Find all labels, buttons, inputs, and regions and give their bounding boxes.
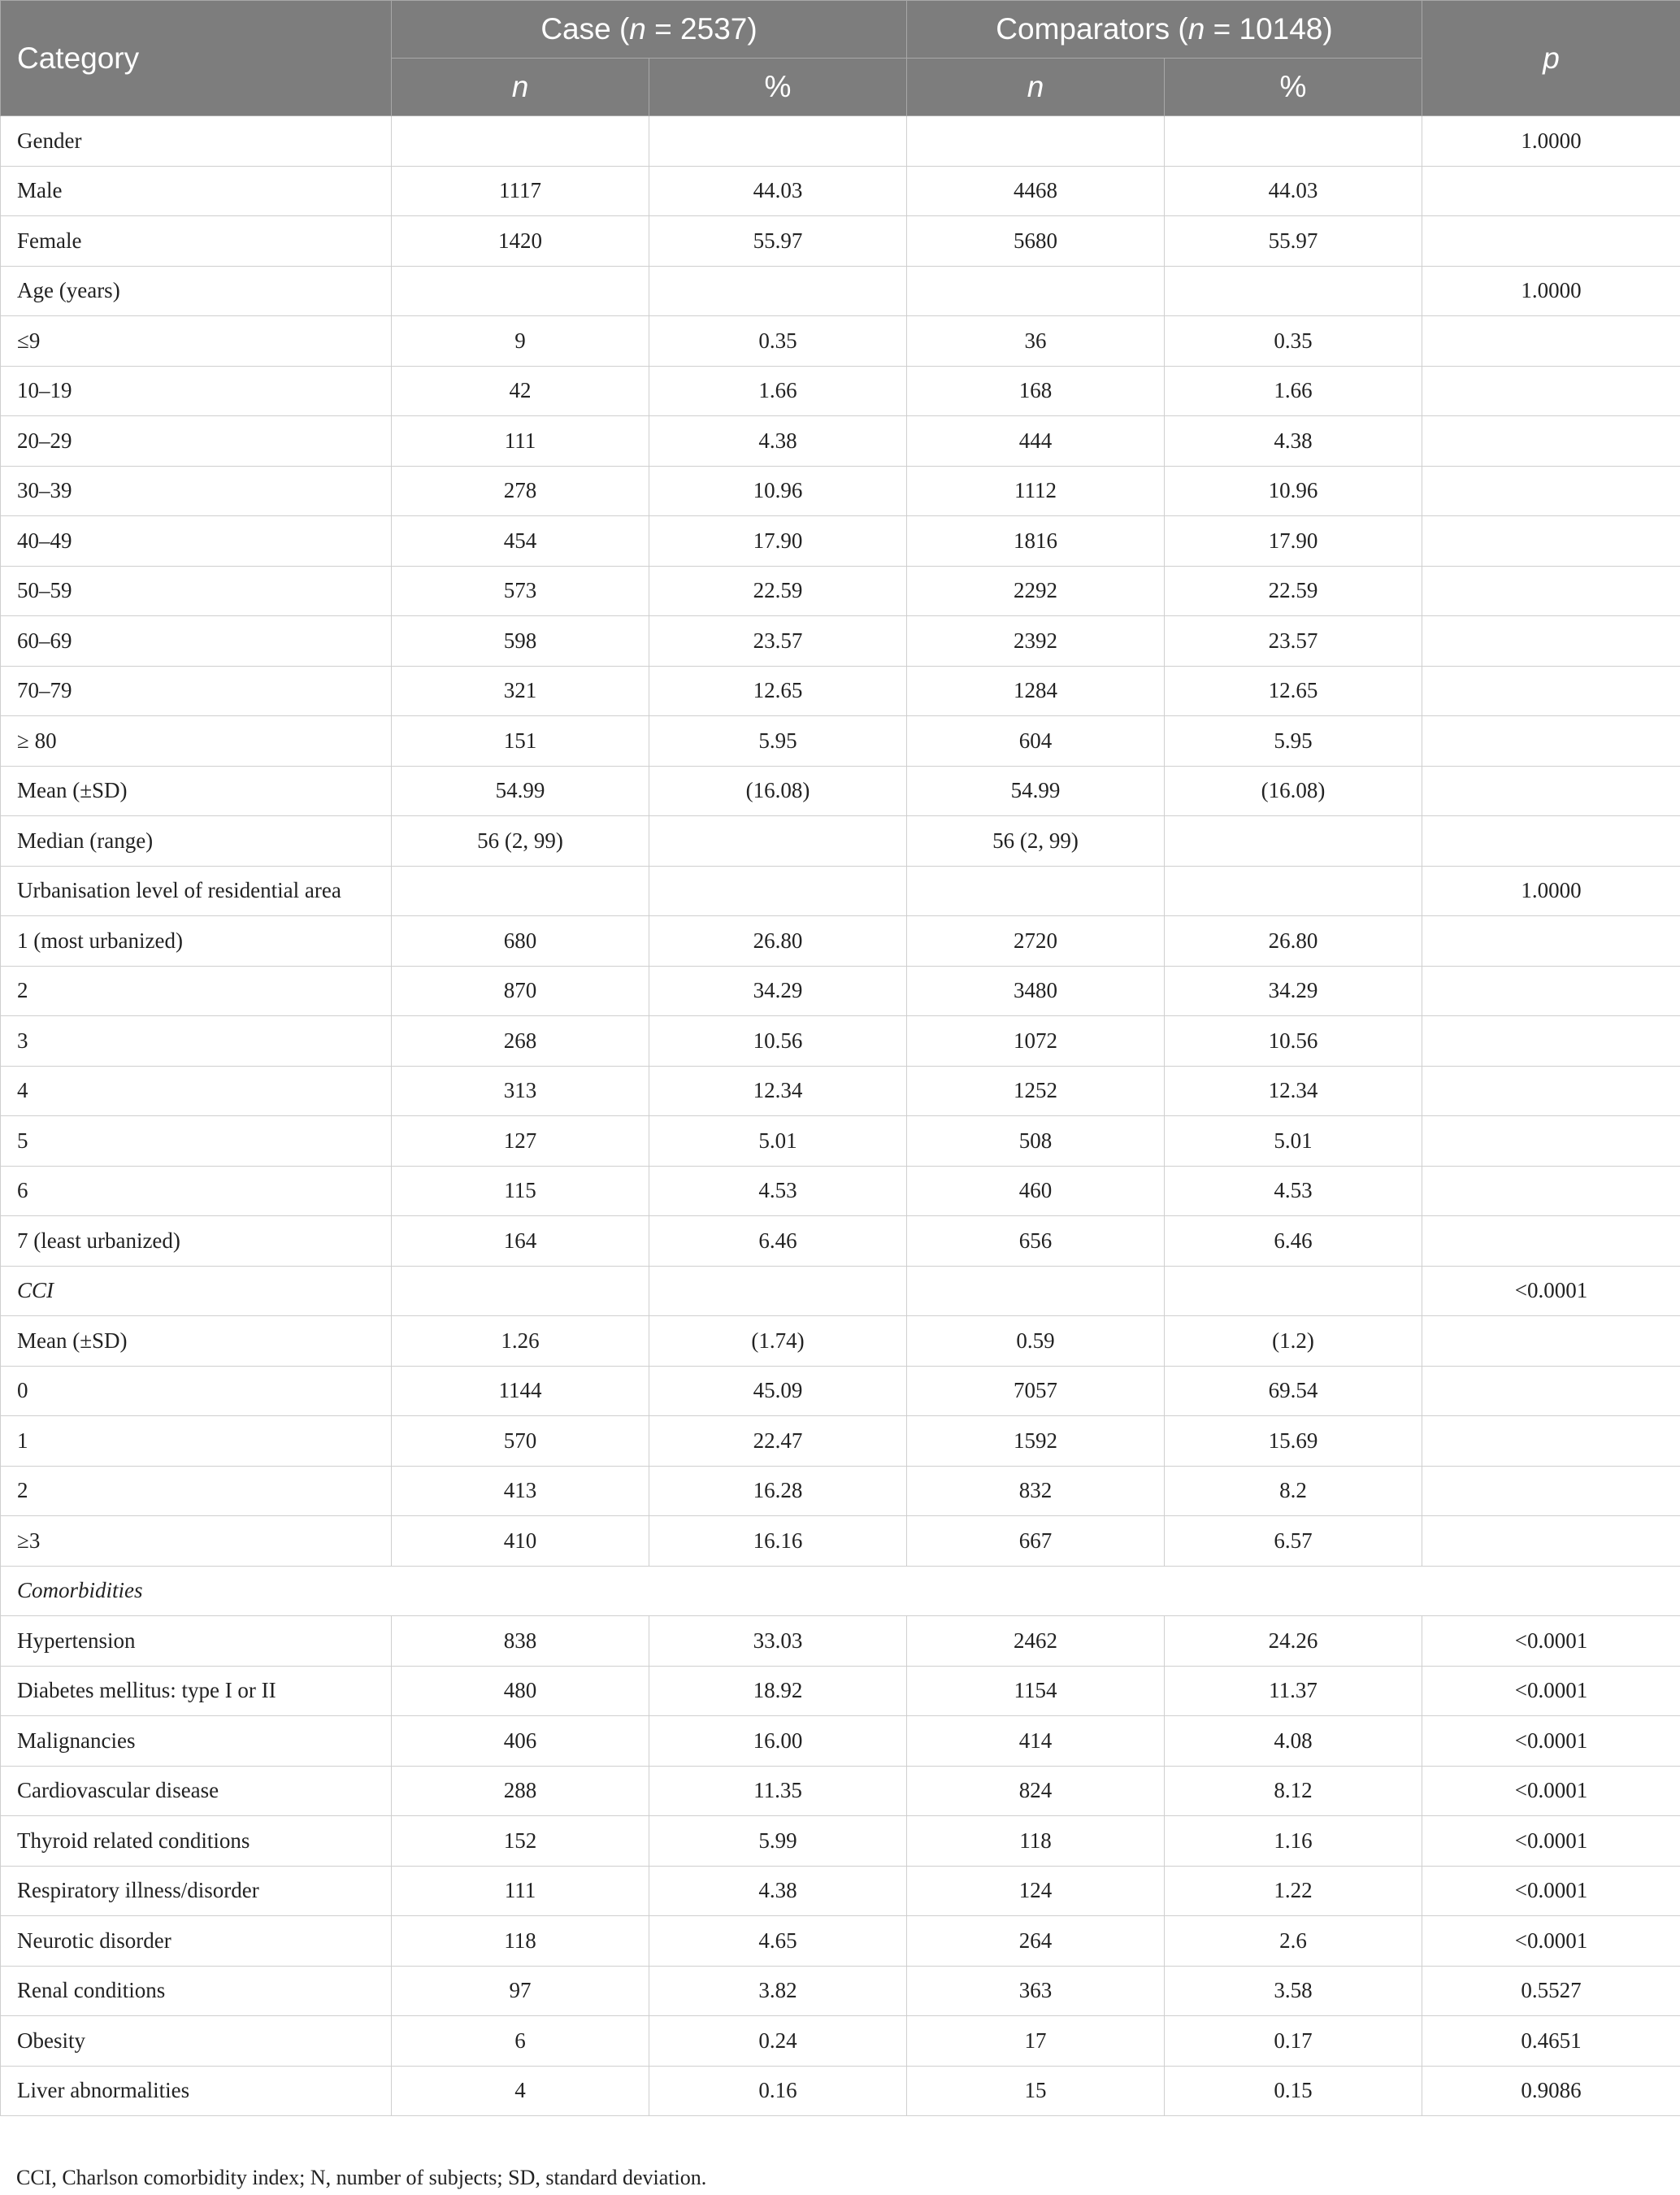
p-value-cell: <0.0001 (1422, 1866, 1680, 1916)
comparator-n-cell (907, 1266, 1165, 1316)
p-value-cell (1422, 716, 1680, 767)
p-value-cell: <0.0001 (1422, 1916, 1680, 1967)
row-category: ≥ 80 (1, 716, 392, 767)
case-pct-cell: 17.90 (649, 516, 907, 567)
p-value-cell (1422, 566, 1680, 616)
comparator-pct-cell: 6.46 (1165, 1216, 1422, 1267)
case-n-cell (392, 1266, 649, 1316)
case-n-cell: 127 (392, 1116, 649, 1167)
comparator-pct-cell: 1.22 (1165, 1866, 1422, 1916)
p-value-cell (1422, 316, 1680, 367)
case-n-cell (392, 116, 649, 167)
comparator-pct-cell: 22.59 (1165, 566, 1422, 616)
case-n-cell: 288 (392, 1766, 649, 1816)
case-n-cell: 1420 (392, 216, 649, 267)
comparator-pct-cell: 24.26 (1165, 1616, 1422, 1667)
case-n-cell: 1144 (392, 1366, 649, 1416)
subheader-case-pct: % (649, 59, 907, 116)
comparator-n-cell: 4468 (907, 166, 1165, 216)
case-n-cell: 454 (392, 516, 649, 567)
comparator-n-cell: 17 (907, 2016, 1165, 2067)
comparator-pct-cell: 4.38 (1165, 416, 1422, 467)
comparator-pct-cell (1165, 116, 1422, 167)
table-row (1, 1016, 1680, 1067)
case-n-cell: 9 (392, 316, 649, 367)
comparator-pct-cell: (1.2) (1165, 1316, 1422, 1367)
p-value-cell (1422, 666, 1680, 716)
row-category: Malignancies (1, 1716, 392, 1767)
comparator-n-cell: 2720 (907, 916, 1165, 967)
table-row (1, 516, 1680, 567)
table-row (1, 166, 1680, 216)
table-row (1, 216, 1680, 267)
comparator-n-cell: 264 (907, 1916, 1165, 1967)
comparator-pct-cell: 69.54 (1165, 1366, 1422, 1416)
table-header (1, 1, 1680, 116)
case-pct-cell: 10.96 (649, 466, 907, 516)
case-n-cell: 480 (392, 1666, 649, 1716)
p-value-cell (1422, 216, 1680, 267)
subheader-case-n (392, 59, 649, 116)
case-pct-cell: 11.35 (649, 1766, 907, 1816)
table-row (1, 1566, 1680, 1616)
case-pct-cell: 0.35 (649, 316, 907, 367)
table-row (1, 1616, 1680, 1667)
row-category: Obesity (1, 2016, 392, 2067)
case-pct-cell: 4.38 (649, 416, 907, 467)
p-value-cell (1422, 416, 1680, 467)
header-case-suffix: = 2537) (645, 12, 758, 46)
comparator-pct-cell: 23.57 (1165, 616, 1422, 667)
comparator-n-cell: 460 (907, 1166, 1165, 1216)
table-row (1, 1166, 1680, 1216)
table-row (1, 2066, 1680, 2116)
p-value-cell (1422, 516, 1680, 567)
case-pct-cell: 5.01 (649, 1116, 907, 1167)
comparator-pct-cell: 3.58 (1165, 1966, 1422, 2016)
table-row (1, 1366, 1680, 1416)
header-case (392, 1, 907, 59)
p-value-cell (1422, 366, 1680, 416)
comparator-pct-cell: 0.35 (1165, 316, 1422, 367)
header-p (1422, 1, 1680, 116)
row-category: Mean (±SD) (1, 1316, 392, 1367)
comparator-n-cell: 414 (907, 1716, 1165, 1767)
p-value-cell (1422, 466, 1680, 516)
row-category: Gender (1, 116, 392, 167)
comparator-pct-cell: 11.37 (1165, 1666, 1422, 1716)
case-pct-cell (649, 266, 907, 316)
table-row (1, 1766, 1680, 1816)
row-category: Hypertension (1, 1616, 392, 1667)
comparator-pct-cell: 4.53 (1165, 1166, 1422, 1216)
comparator-pct-cell: 0.15 (1165, 2066, 1422, 2116)
case-n-cell: 313 (392, 1066, 649, 1116)
row-category: Urbanisation level of residential area (1, 866, 392, 916)
row-category: Comorbidities (1, 1566, 1680, 1616)
comparator-pct-cell: 55.97 (1165, 216, 1422, 267)
subheader-comp-pct: % (1165, 59, 1422, 116)
row-category: 7 (least urbanized) (1, 1216, 392, 1267)
comparator-pct-cell: 6.57 (1165, 1516, 1422, 1567)
case-n-cell: 598 (392, 616, 649, 667)
case-pct-cell: 33.03 (649, 1616, 907, 1667)
comparator-n-cell: 15 (907, 2066, 1165, 2116)
comparator-n-cell: 444 (907, 416, 1165, 467)
comparator-n-cell: 5680 (907, 216, 1165, 267)
case-pct-cell: 22.47 (649, 1416, 907, 1467)
comparator-n-cell: 7057 (907, 1366, 1165, 1416)
comparator-n-cell: 124 (907, 1866, 1165, 1916)
subheader-comp-n-label: n (1027, 70, 1044, 103)
case-n-cell: 870 (392, 966, 649, 1016)
case-pct-cell (649, 816, 907, 867)
p-value-cell (1422, 1466, 1680, 1516)
p-value-cell: <0.0001 (1422, 1266, 1680, 1316)
comparator-pct-cell: 0.17 (1165, 2016, 1422, 2067)
comparator-n-cell: 824 (907, 1766, 1165, 1816)
comparator-n-cell: 832 (907, 1466, 1165, 1516)
comparator-n-cell: 168 (907, 366, 1165, 416)
comparator-n-cell (907, 266, 1165, 316)
subheader-case-n-label: n (511, 70, 529, 103)
case-pct-cell: 16.28 (649, 1466, 907, 1516)
row-category: 4 (1, 1066, 392, 1116)
row-category: 70–79 (1, 666, 392, 716)
case-n-cell: 410 (392, 1516, 649, 1567)
p-value-cell: <0.0001 (1422, 1816, 1680, 1867)
p-value-cell: 0.9086 (1422, 2066, 1680, 2116)
case-n-cell: 56 (2, 99) (392, 816, 649, 867)
p-value-cell (1422, 966, 1680, 1016)
comparator-pct-cell: 4.08 (1165, 1716, 1422, 1767)
p-value-cell (1422, 1416, 1680, 1467)
table-row (1, 316, 1680, 367)
comparator-pct-cell: 34.29 (1165, 966, 1422, 1016)
p-value-cell: 0.4651 (1422, 2016, 1680, 2067)
comparator-pct-cell: 1.66 (1165, 366, 1422, 416)
table-row (1, 1666, 1680, 1716)
case-n-cell: 321 (392, 666, 649, 716)
comparator-pct-cell: 44.03 (1165, 166, 1422, 216)
p-value-cell (1422, 1066, 1680, 1116)
table-row (1, 616, 1680, 667)
comparator-n-cell (907, 116, 1165, 167)
row-category: Mean (±SD) (1, 766, 392, 816)
row-category: Neurotic disorder (1, 1916, 392, 1967)
case-n-cell: 4 (392, 2066, 649, 2116)
table-row (1, 466, 1680, 516)
case-n-cell: 573 (392, 566, 649, 616)
case-n-cell: 97 (392, 1966, 649, 2016)
p-value-cell (1422, 1316, 1680, 1367)
comparator-n-cell: 3480 (907, 966, 1165, 1016)
case-pct-cell: 3.82 (649, 1966, 907, 2016)
comparator-n-cell: 508 (907, 1116, 1165, 1167)
case-n-cell: 1.26 (392, 1316, 649, 1367)
comparator-n-cell: 56 (2, 99) (907, 816, 1165, 867)
case-n-cell: 164 (392, 1216, 649, 1267)
case-pct-cell: 4.53 (649, 1166, 907, 1216)
row-category: 30–39 (1, 466, 392, 516)
table-row (1, 1266, 1680, 1316)
table-row (1, 816, 1680, 867)
p-value-cell (1422, 816, 1680, 867)
table-row (1, 2016, 1680, 2067)
case-pct-cell: 16.00 (649, 1716, 907, 1767)
case-n-cell: 111 (392, 416, 649, 467)
comparator-pct-cell: (16.08) (1165, 766, 1422, 816)
case-pct-cell: 16.16 (649, 1516, 907, 1567)
p-value-cell (1422, 166, 1680, 216)
p-value-cell: 1.0000 (1422, 866, 1680, 916)
row-category: Median (range) (1, 816, 392, 867)
case-pct-cell: 45.09 (649, 1366, 907, 1416)
case-pct-cell: (16.08) (649, 766, 907, 816)
comparator-n-cell: 1154 (907, 1666, 1165, 1716)
row-category: 6 (1, 1166, 392, 1216)
case-pct-cell: 12.34 (649, 1066, 907, 1116)
row-category: 20–29 (1, 416, 392, 467)
header-case-prefix: Case ( (540, 12, 630, 46)
row-category: 0 (1, 1366, 392, 1416)
row-category: 2 (1, 1466, 392, 1516)
comparator-n-cell: 667 (907, 1516, 1165, 1567)
table-body (1, 116, 1680, 2116)
comparator-pct-cell: 17.90 (1165, 516, 1422, 567)
row-category: 1 (1, 1416, 392, 1467)
comparator-pct-cell: 26.80 (1165, 916, 1422, 967)
comparator-n-cell: 363 (907, 1966, 1165, 2016)
case-pct-cell: 1.66 (649, 366, 907, 416)
comparator-n-cell: 2292 (907, 566, 1165, 616)
row-category: Liver abnormalities (1, 2066, 392, 2116)
p-value-cell (1422, 1366, 1680, 1416)
table-row (1, 266, 1680, 316)
row-category: 50–59 (1, 566, 392, 616)
case-n-cell: 42 (392, 366, 649, 416)
header-case-n: n (629, 12, 646, 46)
p-value-cell (1422, 916, 1680, 967)
row-category: 1 (most urbanized) (1, 916, 392, 967)
row-category: CCI (1, 1266, 392, 1316)
case-n-cell: 278 (392, 466, 649, 516)
comparator-pct-cell: 12.65 (1165, 666, 1422, 716)
comparator-pct-cell: 12.34 (1165, 1066, 1422, 1116)
row-category: Thyroid related conditions (1, 1816, 392, 1867)
case-pct-cell: 6.46 (649, 1216, 907, 1267)
comparator-pct-cell: 5.95 (1165, 716, 1422, 767)
p-value-cell: <0.0001 (1422, 1766, 1680, 1816)
comparator-n-cell: 2462 (907, 1616, 1165, 1667)
p-value-cell (1422, 616, 1680, 667)
case-pct-cell: (1.74) (649, 1316, 907, 1367)
row-category: ≥3 (1, 1516, 392, 1567)
case-pct-cell: 23.57 (649, 616, 907, 667)
table-row (1, 766, 1680, 816)
p-value-cell (1422, 1516, 1680, 1567)
footnote: CCI, Charlson comorbidity index; N, number of subjects; SD, standard deviation. (16, 2166, 707, 2189)
table-row (1, 366, 1680, 416)
table-row (1, 416, 1680, 467)
case-n-cell: 115 (392, 1166, 649, 1216)
table-row (1, 916, 1680, 967)
table-row (1, 866, 1680, 916)
case-n-cell: 111 (392, 1866, 649, 1916)
header-comparators (907, 1, 1422, 59)
case-n-cell (392, 866, 649, 916)
row-category: Age (years) (1, 266, 392, 316)
p-value-cell (1422, 1116, 1680, 1167)
table-row (1, 566, 1680, 616)
table-row (1, 1316, 1680, 1367)
comparator-n-cell: 1072 (907, 1016, 1165, 1067)
case-pct-cell (649, 1266, 907, 1316)
case-pct-cell: 5.99 (649, 1816, 907, 1867)
case-n-cell: 838 (392, 1616, 649, 1667)
comparator-pct-cell: 8.2 (1165, 1466, 1422, 1516)
row-category: 10–19 (1, 366, 392, 416)
case-pct-cell: 34.29 (649, 966, 907, 1016)
p-value-cell (1422, 1016, 1680, 1067)
comparator-n-cell: 1284 (907, 666, 1165, 716)
table-row (1, 966, 1680, 1016)
table-row (1, 1066, 1680, 1116)
p-value-cell (1422, 1166, 1680, 1216)
case-pct-cell: 0.24 (649, 2016, 907, 2067)
p-value-cell: 1.0000 (1422, 116, 1680, 167)
case-n-cell: 152 (392, 1816, 649, 1867)
p-value-cell: 1.0000 (1422, 266, 1680, 316)
case-n-cell: 570 (392, 1416, 649, 1467)
p-value-cell: <0.0001 (1422, 1716, 1680, 1767)
row-category: Female (1, 216, 392, 267)
comparator-n-cell: 1112 (907, 466, 1165, 516)
case-pct-cell: 10.56 (649, 1016, 907, 1067)
table-row (1, 1866, 1680, 1916)
comparator-n-cell: 1592 (907, 1416, 1165, 1467)
subheader-comp-n (907, 59, 1165, 116)
comparator-n-cell: 54.99 (907, 766, 1165, 816)
comparator-pct-cell: 5.01 (1165, 1116, 1422, 1167)
comparator-pct-cell: 1.16 (1165, 1816, 1422, 1867)
case-n-cell: 680 (392, 916, 649, 967)
table-row (1, 1116, 1680, 1167)
table-row (1, 1816, 1680, 1867)
case-n-cell: 1117 (392, 166, 649, 216)
case-n-cell: 413 (392, 1466, 649, 1516)
row-category: 5 (1, 1116, 392, 1167)
row-category: Diabetes mellitus: type I or II (1, 1666, 392, 1716)
comparator-n-cell: 118 (907, 1816, 1165, 1867)
header-comp-prefix: Comparators ( (996, 12, 1188, 46)
row-category: 60–69 (1, 616, 392, 667)
row-category: Male (1, 166, 392, 216)
comparator-pct-cell (1165, 866, 1422, 916)
table-row (1, 1466, 1680, 1516)
case-pct-cell: 12.65 (649, 666, 907, 716)
comparator-pct-cell (1165, 266, 1422, 316)
comparator-n-cell: 1252 (907, 1066, 1165, 1116)
comparator-pct-cell: 10.56 (1165, 1016, 1422, 1067)
comparator-n-cell: 36 (907, 316, 1165, 367)
case-n-cell: 406 (392, 1716, 649, 1767)
case-n-cell: 268 (392, 1016, 649, 1067)
case-pct-cell: 55.97 (649, 216, 907, 267)
case-pct-cell: 4.65 (649, 1916, 907, 1967)
case-pct-cell: 18.92 (649, 1666, 907, 1716)
header-p-label: p (1543, 41, 1560, 75)
comparator-n-cell: 1816 (907, 516, 1165, 567)
comparator-n-cell: 656 (907, 1216, 1165, 1267)
case-pct-cell (649, 116, 907, 167)
comparator-n-cell: 604 (907, 716, 1165, 767)
case-pct-cell: 4.38 (649, 1866, 907, 1916)
header-category: Category (1, 1, 392, 116)
table-row (1, 666, 1680, 716)
comparator-n-cell: 2392 (907, 616, 1165, 667)
case-n-cell (392, 266, 649, 316)
table-row (1, 1516, 1680, 1567)
comparator-n-cell: 0.59 (907, 1316, 1165, 1367)
case-pct-cell: 5.95 (649, 716, 907, 767)
case-pct-cell (649, 866, 907, 916)
row-category: 3 (1, 1016, 392, 1067)
header-comp-n: n (1187, 12, 1205, 46)
comparator-pct-cell (1165, 1266, 1422, 1316)
p-value-cell: 0.5527 (1422, 1966, 1680, 2016)
comparator-pct-cell (1165, 816, 1422, 867)
comparator-n-cell (907, 866, 1165, 916)
row-category: 40–49 (1, 516, 392, 567)
comparator-pct-cell: 15.69 (1165, 1416, 1422, 1467)
table-row (1, 1216, 1680, 1267)
table-row (1, 716, 1680, 767)
comparator-pct-cell: 8.12 (1165, 1766, 1422, 1816)
case-n-cell: 6 (392, 2016, 649, 2067)
row-category: 2 (1, 966, 392, 1016)
table-row (1, 1966, 1680, 2016)
row-category: Renal conditions (1, 1966, 392, 2016)
row-category: Respiratory illness/disorder (1, 1866, 392, 1916)
table-row (1, 1916, 1680, 1967)
p-value-cell: <0.0001 (1422, 1616, 1680, 1667)
case-n-cell: 54.99 (392, 766, 649, 816)
case-n-cell: 151 (392, 716, 649, 767)
row-category: Cardiovascular disease (1, 1766, 392, 1816)
case-pct-cell: 22.59 (649, 566, 907, 616)
p-value-cell (1422, 1216, 1680, 1267)
p-value-cell: <0.0001 (1422, 1666, 1680, 1716)
header-comp-suffix: = 10148) (1205, 12, 1333, 46)
comparator-pct-cell: 10.96 (1165, 466, 1422, 516)
row-category: ≤9 (1, 316, 392, 367)
table-row (1, 1716, 1680, 1767)
case-pct-cell: 26.80 (649, 916, 907, 967)
comparator-pct-cell: 2.6 (1165, 1916, 1422, 1967)
case-n-cell: 118 (392, 1916, 649, 1967)
case-pct-cell: 0.16 (649, 2066, 907, 2116)
table-row (1, 1416, 1680, 1467)
case-pct-cell: 44.03 (649, 166, 907, 216)
p-value-cell (1422, 766, 1680, 816)
table-row (1, 116, 1680, 167)
